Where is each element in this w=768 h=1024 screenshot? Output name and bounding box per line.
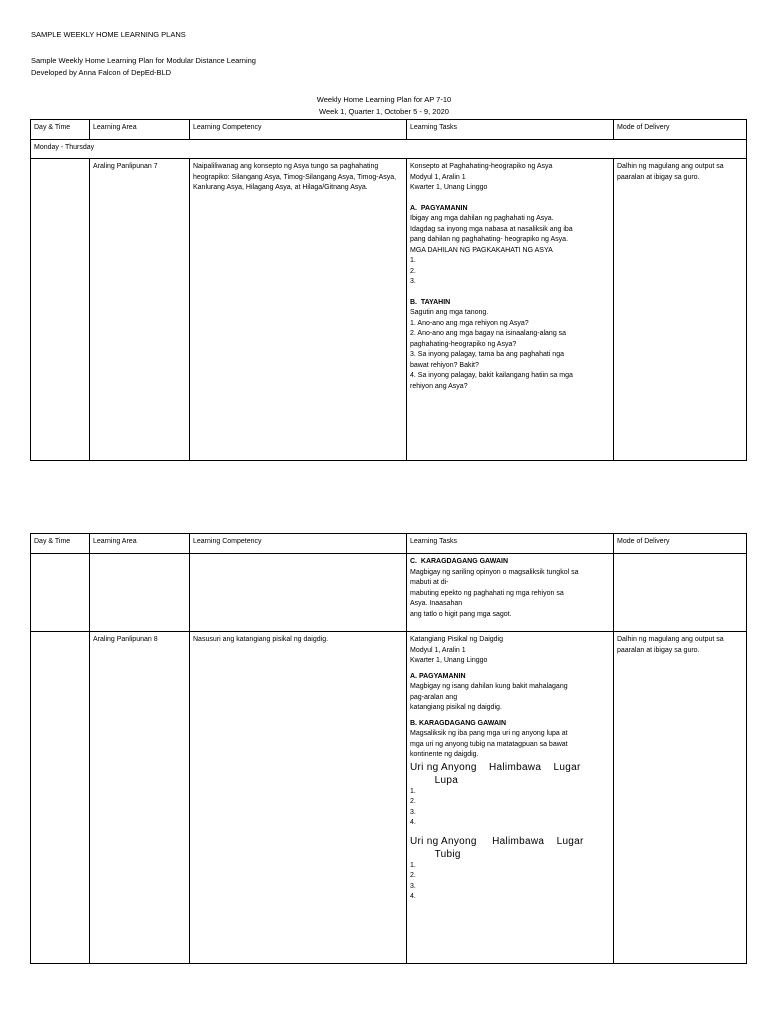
day-time-cell	[31, 159, 90, 461]
task-line: Magbigay ng isang dahilan kung bakit mahalagang	[410, 683, 568, 690]
col-header-mode-of-delivery: Mode of Delivery	[614, 120, 747, 140]
task-section-heading: C. KARAGDAGANG GAWAIN	[410, 558, 508, 565]
task-section-heading: B. TAYAHIN	[410, 298, 451, 306]
col-header-day-time: Day & Time	[31, 534, 90, 554]
task-line: rehiyon ang Asya?	[410, 382, 468, 390]
task-line: 1.	[410, 861, 416, 869]
col-header-learning-tasks: Learning Tasks	[407, 534, 614, 554]
anyong-tubig-table-subheading: Tubig	[410, 848, 461, 860]
task-line: Ibigay ang mga dahilan ng paghahati ng Asya.	[410, 215, 554, 222]
learning-area-cell: Araling Panlipunan 8	[90, 632, 190, 964]
task-line: mabuting epekto ng paghahati ng mga rehiyon sa	[410, 589, 564, 597]
task-line: Sagutin ang mga tanong.	[410, 309, 489, 316]
task-line: mga uri ng anyong tubig na matatagpuan sa bawat	[410, 740, 568, 748]
task-line: 4.	[410, 819, 416, 826]
task-line: Katangiang Pisikal ng Daigdig	[410, 636, 504, 643]
col-header-learning-competency: Learning Competency	[190, 534, 407, 554]
task-line: bawat rehiyon? Bakit?	[410, 361, 479, 369]
document-title: SAMPLE WEEKLY HOME LEARNING PLANS	[31, 30, 186, 39]
plan-title: Weekly Home Learning Plan for AP 7-10	[316, 95, 452, 104]
task-line: Magsaliksik ng iba pang mga uri ng anyong lupa at	[410, 730, 568, 737]
task-line: 1.	[410, 787, 416, 795]
learning-tasks-cell	[407, 159, 614, 461]
mode-of-delivery-cell: Dalhin ng magulang ang output sa paaralan at ibigay sa guro.	[614, 159, 747, 461]
table-row	[31, 554, 747, 632]
task-line: 2.	[410, 798, 416, 805]
task-line: mabuti at di-	[410, 579, 449, 586]
col-header-learning-area: Learning Area	[90, 120, 190, 140]
task-line: Konsepto at Paghahating-heograpiko ng Asya	[410, 163, 553, 170]
anyong-lupa-table-heading: Uri ng Anyong Halimbawa Lugar	[410, 761, 581, 773]
task-line: Kwarter 1, Unang Linggo	[410, 184, 488, 191]
task-line: 1. Ano-ano ang mga rehiyon ng Asya?	[410, 319, 529, 327]
table-header-row	[31, 120, 747, 140]
task-line: 4. Sa inyong palagay, bakit kailangang hatiin sa mga	[410, 372, 573, 379]
col-header-day-time: Day & Time	[31, 120, 90, 140]
table-row	[31, 159, 747, 461]
task-line: 4.	[410, 893, 416, 900]
learning-area-cell: Araling Panlipunan 7	[90, 159, 190, 461]
table-header-row	[31, 534, 747, 554]
week-info: Week 1, Quarter 1, October 5 - 9, 2020	[319, 107, 449, 116]
task-line: 2. Ano-ano ang mga bagay na isinaalang-alang sa	[410, 330, 567, 337]
learning-competency-cell: Naipaliliwanag ang konsepto ng Asya tungo sa paghahating heograpiko: Silangang Asya, Timog-Silangang Asya, Timog-Asya, Kanlurang Asya, Hilagang Asya, at Hilaga/Gitnang Asya.	[190, 159, 407, 461]
task-section-heading: A. PAGYAMANIN	[410, 204, 468, 212]
anyong-tubig-table-heading: Uri ng Anyong Halimbawa Lugar	[410, 835, 584, 847]
col-header-learning-competency: Learning Competency	[190, 120, 407, 140]
task-line: Idagdag sa inyong mga nabasa at nasaliksik ang iba	[410, 225, 573, 233]
task-line: Modyul 1, Aralin 1	[410, 173, 466, 181]
mode-of-delivery-cell	[614, 554, 747, 632]
task-line: Magbigay ng sariling opinyon o magsaliksik tungkol sa	[410, 568, 579, 576]
learning-competency-cell: Nasusuri ang katangiang pisikal ng daigdig.	[190, 632, 407, 964]
day-time-cell	[31, 554, 90, 632]
learning-plan-table-1	[30, 119, 747, 461]
table-row	[31, 632, 747, 964]
anyong-lupa-table-subheading: Lupa	[410, 774, 459, 786]
day-time-cell	[31, 632, 90, 964]
task-line: Modyul 1, Aralin 1	[410, 646, 466, 654]
task-line: Asya. Inaasahan	[410, 600, 463, 607]
learning-competency-cell	[190, 554, 407, 632]
col-header-learning-area: Learning Area	[90, 534, 190, 554]
day-label: Monday - Thursday	[31, 140, 747, 159]
document-developer: Developed by Anna Falcon of DepEd-BLD	[31, 68, 172, 77]
task-line: ang tatlo o higit pang mga sagot.	[410, 610, 512, 618]
task-line: 3. Sa inyong palagay, tama ba ang paghahati nga	[410, 351, 564, 358]
task-line: Kwarter 1, Unang Linggo	[410, 657, 488, 664]
task-line: pang dahilan ng paghahating- heograpiko ng Asya.	[410, 236, 569, 243]
task-line: 3.	[410, 278, 416, 285]
task-line: 2.	[410, 872, 416, 879]
task-line: pag-aralan ang	[410, 693, 458, 701]
day-row	[31, 140, 747, 159]
col-header-mode-of-delivery: Mode of Delivery	[614, 534, 747, 554]
task-line: katangiang pisikal ng daigdig.	[410, 704, 502, 711]
document-subtitle: Sample Weekly Home Learning Plan for Modular Distance Learning	[31, 56, 256, 65]
col-header-learning-tasks: Learning Tasks	[407, 120, 614, 140]
task-line: 3.	[410, 808, 416, 816]
learning-tasks-cell	[407, 632, 614, 964]
learning-plan-table-2	[30, 533, 747, 964]
task-line: 1.	[410, 257, 416, 264]
learning-area-cell	[90, 554, 190, 632]
task-line: 3.	[410, 882, 416, 890]
learning-tasks-cell	[407, 554, 614, 632]
task-line: kontinente ng daigdig.	[410, 751, 479, 758]
mode-of-delivery-cell: Dalhin ng magulang ang output sa paaralan at ibigay sa guro.	[614, 632, 747, 964]
task-section-heading: A. PAGYAMANIN	[410, 672, 466, 680]
task-line: 2.	[410, 267, 416, 275]
task-section-heading: B. KARAGDAGANG GAWAIN	[410, 719, 507, 727]
task-line: MGA DAHILAN NG PAGKAKAHATI NG ASYA	[410, 246, 553, 254]
task-line: paghahating-heograpiko ng Asya?	[410, 340, 517, 348]
